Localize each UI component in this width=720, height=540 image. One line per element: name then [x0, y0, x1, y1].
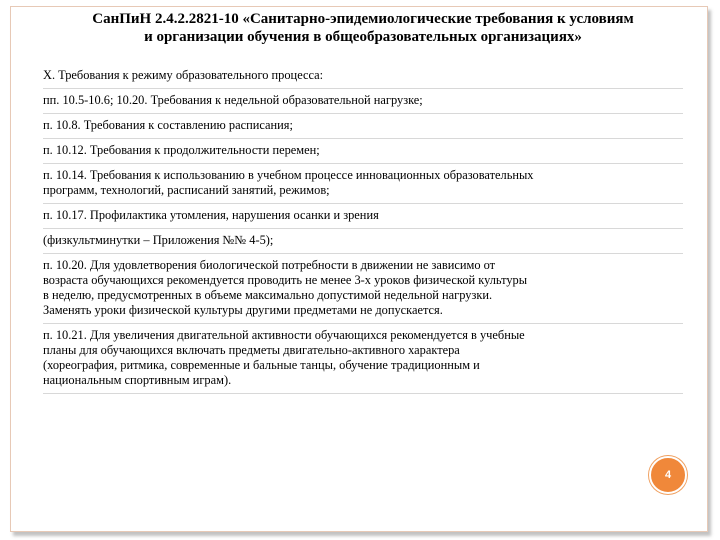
title-line-2: и организации обучения в общеобразовательных организациях» — [144, 29, 582, 45]
list-item-line: Заменять уроки физической культуры другими предметами не допускается. — [43, 303, 443, 317]
title-line-1: СанПиН 2.4.2.2821-10 «Санитарно-эпидемиологические требования к условиям — [92, 11, 634, 27]
list-item-line: п. 10.14. Требования к использованию в учебном процессе инновационных образовательных — [43, 168, 534, 182]
list-item — [43, 164, 683, 204]
list-item-line: пп. 10.5-10.6; 10.20. Требования к недельной образовательной нагрузке; — [43, 93, 423, 107]
list-item — [43, 89, 683, 114]
list-item-line: (хореография, ритмика, современные и бальные танцы, обучение традиционным и — [43, 358, 480, 372]
list-item-line: п. 10.8. Требования к составлению расписания; — [43, 118, 293, 132]
page-number-badge — [649, 456, 687, 494]
list-item — [43, 114, 683, 139]
list-item-line: возраста обучающихся рекомендуется проводить не менее 3-х уроков физической культуры — [43, 273, 528, 287]
list-item-line: национальным спортивным играм). — [43, 373, 232, 387]
slide-title — [20, 10, 706, 46]
list-item — [43, 204, 683, 229]
list-item-line: в неделю, предусмотренных в объеме максимально допустимой недельной нагрузки. — [43, 288, 493, 302]
section-heading — [43, 68, 683, 89]
requirements-list — [43, 68, 683, 394]
page-number: 4 — [664, 469, 672, 481]
list-item-line: п. 10.17. Профилактика утомления, нарушения осанки и зрения — [43, 208, 379, 222]
list-item-line: п. 10.21. Для увеличения двигательной активности обучающихся рекомендуется в учебные — [43, 328, 525, 342]
list-item — [43, 139, 683, 164]
list-item — [43, 324, 683, 394]
list-item-line: (физкультминутки – Приложения №№ 4-5); — [43, 233, 274, 247]
list-item — [43, 229, 683, 254]
list-item-line: планы для обучающихся включать предметы двигательно-активного характера — [43, 343, 460, 357]
heading-text: Х. Требования к режиму образовательного процесса: — [43, 68, 324, 82]
list-item — [43, 254, 683, 324]
list-item-line: программ, технологий, расписаний занятий, режимов; — [43, 183, 330, 197]
list-item-line: п. 10.12. Требования к продолжительности перемен; — [43, 143, 320, 157]
list-item-line: п. 10.20. Для удовлетворения биологической потребности в движении не зависимо от — [43, 258, 496, 272]
